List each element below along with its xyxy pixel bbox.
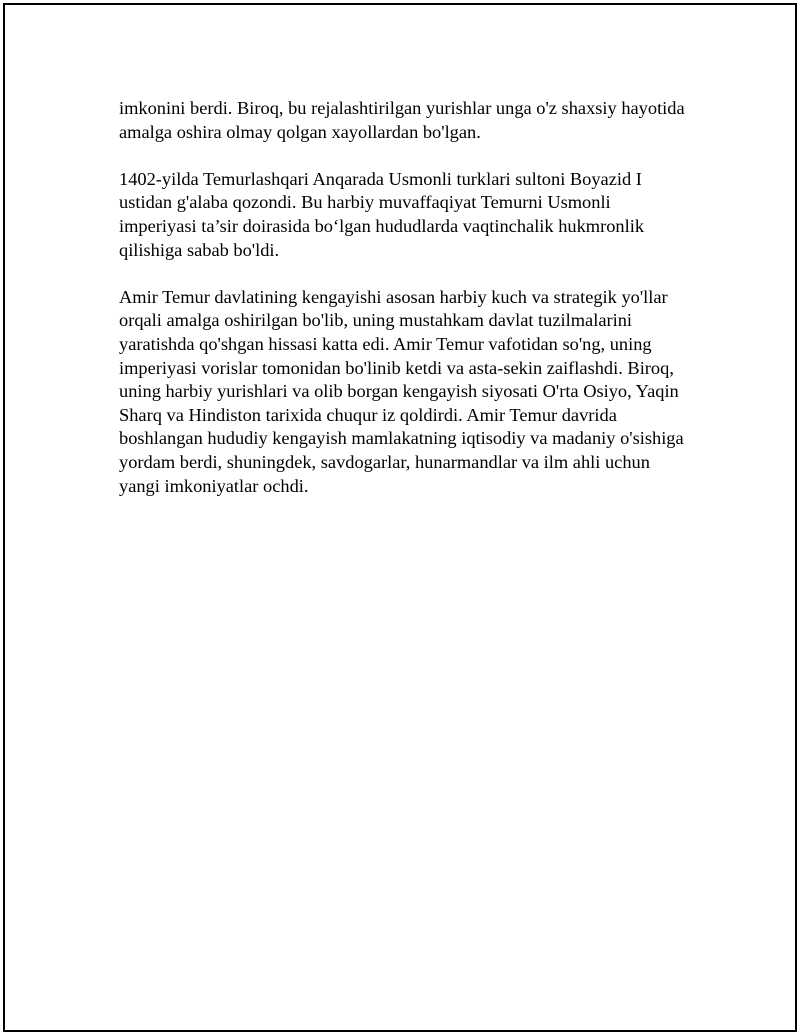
paragraph-line: amalga oshira olmay qolgan xayollardan bo'lgan.: [119, 121, 481, 142]
paragraph-line: ustidan g'alaba qozondi. Bu harbiy muvaffaqiyat Temurni Usmonli: [119, 192, 611, 213]
paragraph-line: boshlangan hududiy kengayish mamlakatning iqtisodiy va madaniy o'sishiga: [119, 428, 684, 449]
paragraph-line: imperiyasi vorislar tomonidan bo'linib ketdi va asta-sekin zaiflashdi. Biroq,: [119, 357, 674, 378]
paragraph-line: imkonini berdi. Biroq, bu rejalashtirilgan yurishlar unga o'z shaxsiy hayotida: [119, 98, 685, 118]
paragraph-line: uning harbiy yurishlari va olib borgan kengayish siyosati O'rta Osiyo, Yaqin: [119, 381, 679, 402]
paragraph-line: orqali amalga oshirilgan bo'lib, uning mustahkam davlat tuzilmalarini: [119, 310, 633, 331]
document-body: [119, 97, 699, 522]
paragraph-line: qilishiga sabab bo'ldi.: [119, 239, 280, 260]
paragraph-line: Sharq va Hindiston tarixida chuqur iz qoldirdi. Amir Temur davrida: [119, 404, 617, 425]
paragraph-line: imperiyasi ta’sir doirasida bo‘lgan hududlarda vaqtinchalik hukmronlik: [119, 215, 645, 236]
paragraph-1: [119, 97, 699, 144]
paragraph-line: yordam berdi, shuningdek, savdogarlar, hunarmandlar va ilm ahli uchun: [119, 451, 650, 472]
document-page: [3, 3, 797, 1032]
paragraph-line: yaratishda qo'shgan hissasi katta edi. Amir Temur vafotidan so'ng, uning: [119, 333, 652, 354]
paragraph-line: Amir Temur davlatining kengayishi asosan harbiy kuch va strategik yo'llar: [119, 286, 668, 307]
paragraph-line: 1402-yilda Temurlashqari Anqarada Usmonli turklari sultoni Boyazid I: [119, 168, 642, 189]
paragraph-line: yangi imkoniyatlar ochdi.: [119, 475, 309, 496]
paragraph-3: [119, 286, 699, 498]
paragraph-2: [119, 168, 699, 262]
